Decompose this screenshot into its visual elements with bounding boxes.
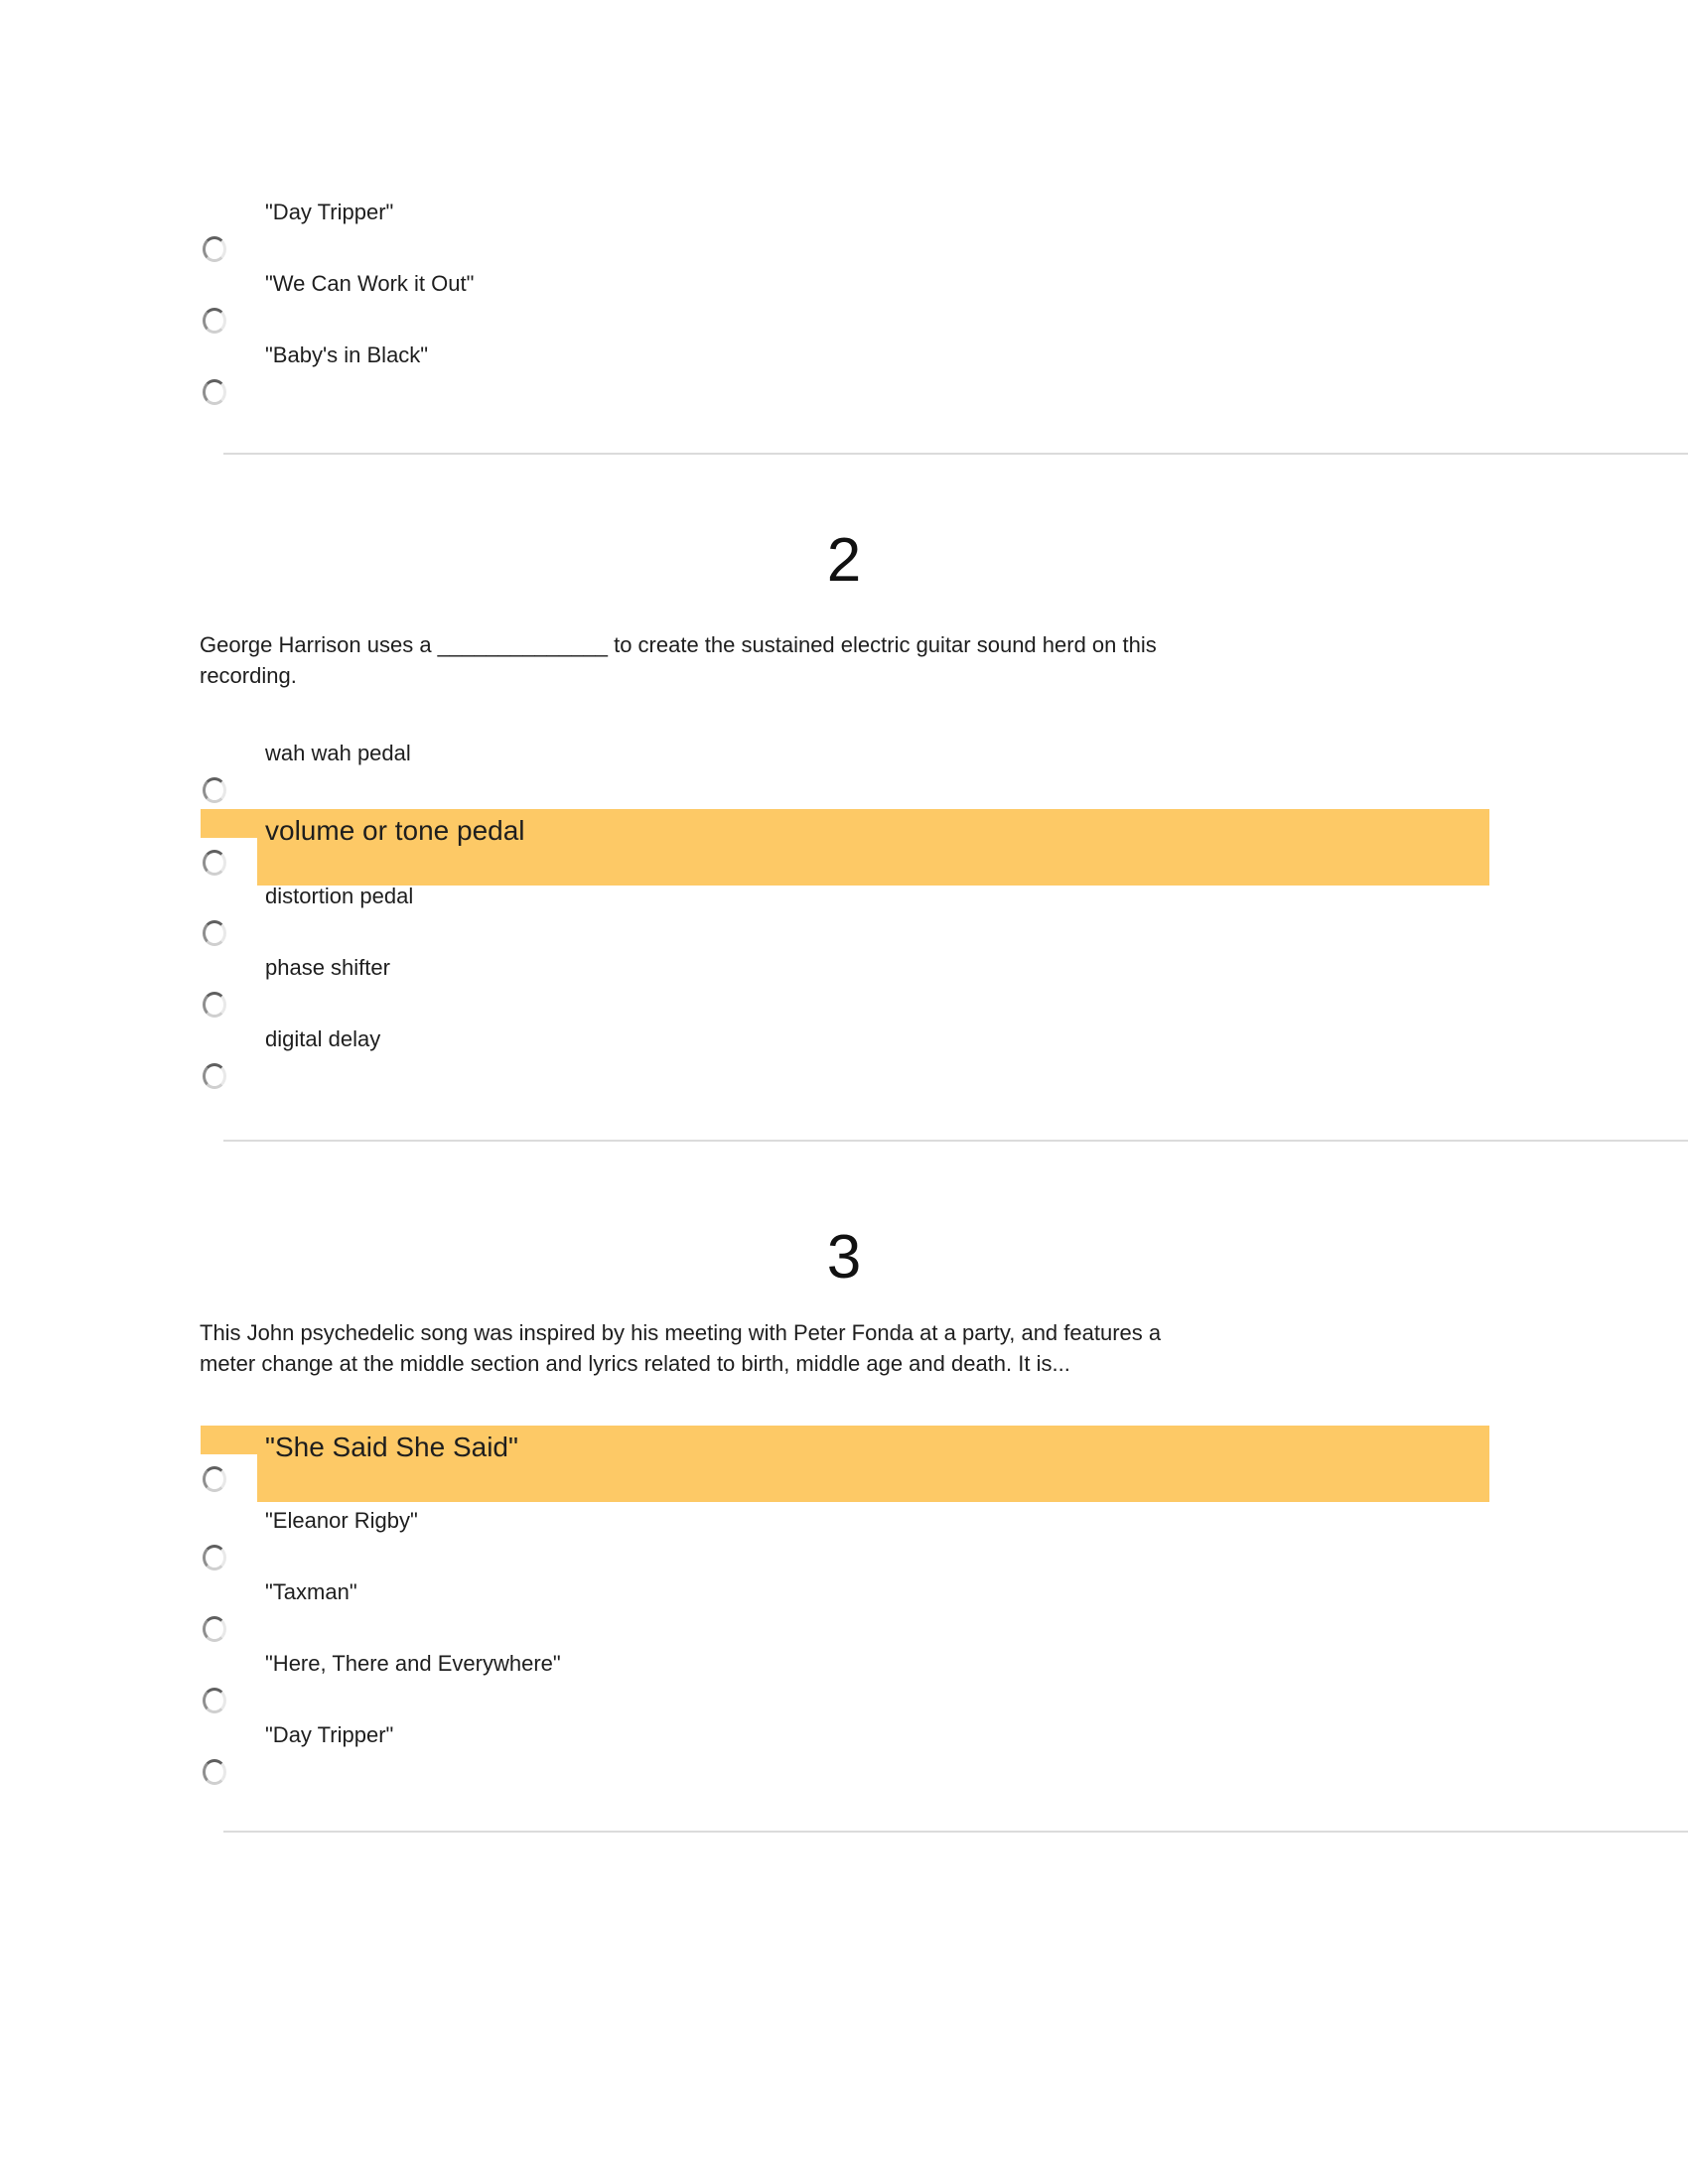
answer-option-highlighted[interactable] bbox=[201, 809, 1489, 886]
radio-button-icon[interactable] bbox=[203, 1759, 226, 1785]
radio-button-icon[interactable] bbox=[203, 1688, 226, 1713]
answer-option-label: "Day Tripper" bbox=[265, 1722, 394, 1747]
question-text bbox=[200, 629, 1510, 691]
question-number: 2 bbox=[826, 526, 862, 595]
answer-option-highlighted[interactable] bbox=[201, 1426, 1489, 1502]
answer-option-label: wah wah pedal bbox=[265, 741, 411, 765]
radio-button-icon[interactable] bbox=[203, 850, 226, 876]
answer-option[interactable] bbox=[203, 270, 1489, 340]
answer-option-label: "We Can Work it Out" bbox=[265, 271, 475, 296]
question-text-line: recording. bbox=[200, 663, 297, 688]
answer-option[interactable] bbox=[203, 883, 1489, 952]
radio-button-icon[interactable] bbox=[203, 1616, 226, 1642]
question-text bbox=[200, 1317, 1510, 1379]
answer-option-label: "She Said She Said" bbox=[265, 1432, 518, 1462]
answer-option[interactable] bbox=[203, 1578, 1489, 1648]
section-divider bbox=[223, 1140, 1688, 1142]
answer-option[interactable] bbox=[203, 341, 1489, 411]
answer-option-label: "Day Tripper" bbox=[265, 200, 394, 224]
answer-option[interactable] bbox=[203, 1025, 1489, 1095]
question-text-line: meter change at the middle section and lyrics related to birth, middle age and death. It is... bbox=[200, 1351, 1070, 1376]
radio-button-icon[interactable] bbox=[203, 236, 226, 262]
radio-notch bbox=[201, 1454, 257, 1502]
question-number: 3 bbox=[826, 1223, 862, 1292]
answer-option[interactable] bbox=[203, 954, 1489, 1024]
answer-option[interactable] bbox=[203, 740, 1489, 809]
radio-button-icon[interactable] bbox=[203, 379, 226, 405]
radio-button-icon[interactable] bbox=[203, 992, 226, 1018]
answer-option-label: "Eleanor Rigby" bbox=[265, 1508, 418, 1533]
question-text-line: George Harrison uses a ______________ to create the sustained electric guitar sound herd on this bbox=[200, 632, 1157, 657]
answer-option-label: digital delay bbox=[265, 1026, 381, 1051]
radio-notch bbox=[201, 838, 257, 886]
answer-option-label: "Taxman" bbox=[265, 1579, 357, 1604]
answer-option-label: distortion pedal bbox=[265, 884, 414, 908]
radio-button-icon[interactable] bbox=[203, 1063, 226, 1089]
radio-button-icon[interactable] bbox=[203, 1466, 226, 1492]
answer-option-label: phase shifter bbox=[265, 955, 390, 980]
section-divider bbox=[223, 453, 1688, 455]
radio-button-icon[interactable] bbox=[203, 777, 226, 803]
radio-button-icon[interactable] bbox=[203, 1545, 226, 1570]
radio-button-icon[interactable] bbox=[203, 920, 226, 946]
section-divider bbox=[223, 1831, 1688, 1833]
question-text-line: This John psychedelic song was inspired by his meeting with Peter Fonda at a party, and features a bbox=[200, 1320, 1162, 1345]
radio-button-icon[interactable] bbox=[203, 308, 226, 334]
answer-option-label: volume or tone pedal bbox=[265, 815, 525, 846]
answer-option[interactable] bbox=[203, 1650, 1489, 1719]
answer-option[interactable] bbox=[203, 1507, 1489, 1576]
answer-option-label: "Here, There and Everywhere" bbox=[265, 1651, 561, 1676]
answer-option[interactable] bbox=[203, 1721, 1489, 1791]
answer-option-label: "Baby's in Black" bbox=[265, 342, 429, 367]
answer-option[interactable] bbox=[203, 199, 1489, 268]
